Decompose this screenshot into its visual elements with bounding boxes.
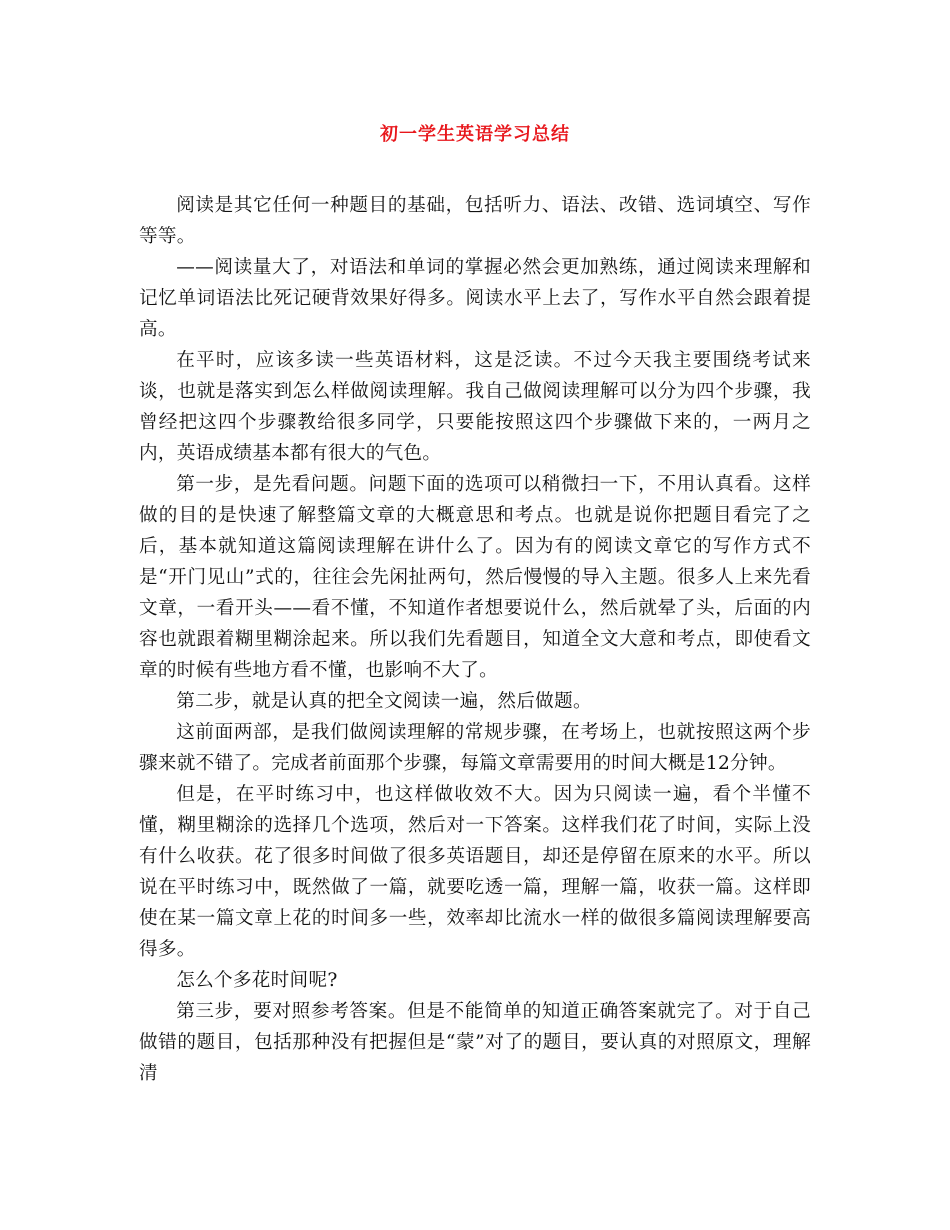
- document-body: [139, 190, 811, 1089]
- paragraph: ——阅读量大了，对语法和单词的掌握必然会更加熟练，通过阅读来理解和记忆单词语法比死记硬背效果好得多。阅读水平上去了，写作水平自然会跟着提高。: [139, 257, 811, 340]
- paragraph: 第二步，就是认真的把全文阅读一遍，然后做题。: [176, 691, 592, 712]
- document-title: 初一学生英语学习总结: [380, 124, 570, 145]
- paragraph: 阅读是其它任何一种题目的基础，包括听力、语法、改错、选词填空、写作等等。: [139, 195, 811, 247]
- paragraph: 但是，在平时练习中，也这样做收效不大。因为只阅读一遍，看个半懂不懂，糊里糊涂的选择几个选项，然后对一下答案。这样我们花了时间，实际上没有什么收获。花了很多时间做了很多英语题目，却还是停留在原来的水平。所以说在平时练习中，既然做了一篇，就要吃透一篇，理解一篇，收获一篇。这样即使在某一篇文章上花的时间多一些，效率却比流水一样的做很多篇阅读理解要高得多。: [139, 784, 811, 960]
- paragraph: 怎么个多花时间呢?: [176, 970, 338, 991]
- paragraph: 这前面两部，是我们做阅读理解的常规步骤，在考场上，也就按照这两个步骤来就不错了。完成者前面那个步骤，每篇文章需要用的时间大概是12分钟。: [139, 722, 811, 774]
- paragraph: 在平时，应该多读一些英语材料，这是泛读。不过今天我主要围绕考试来谈，也就是落实到怎么样做阅读理解。我自己做阅读理解可以分为四个步骤，我曾经把这四个步骤教给很多同学，只要能按照这四个步骤做下来的，一两月之内，英语成绩基本都有很大的气色。: [139, 350, 811, 464]
- paragraph: 第一步，是先看问题。问题下面的选项可以稍微扫一下，不用认真看。这样做的目的是快速了解整篇文章的大概意思和考点。也就是说你把题目看完了之后，基本就知道这篇阅读理解在讲什么了。因为有的阅读文章它的写作方式不是“开门见山”式的，往往会先闲扯两句，然后慢慢的导入主题。很多人上来先看文章，一看开头——看不懂，不知道作者想要说什么，然后就晕了头，后面的内容也就跟着糊里糊涂起来。所以我们先看题目，知道全文大意和考点，即使看文章的时候有些地方看不懂，也影响不大了。: [139, 474, 811, 681]
- paragraph: 第三步，要对照参考答案。但是不能简单的知道正确答案就完了。对于自己做错的题目，包括那种没有把握但是“蒙”对了的题目，要认真的对照原文，理解清: [139, 1001, 811, 1084]
